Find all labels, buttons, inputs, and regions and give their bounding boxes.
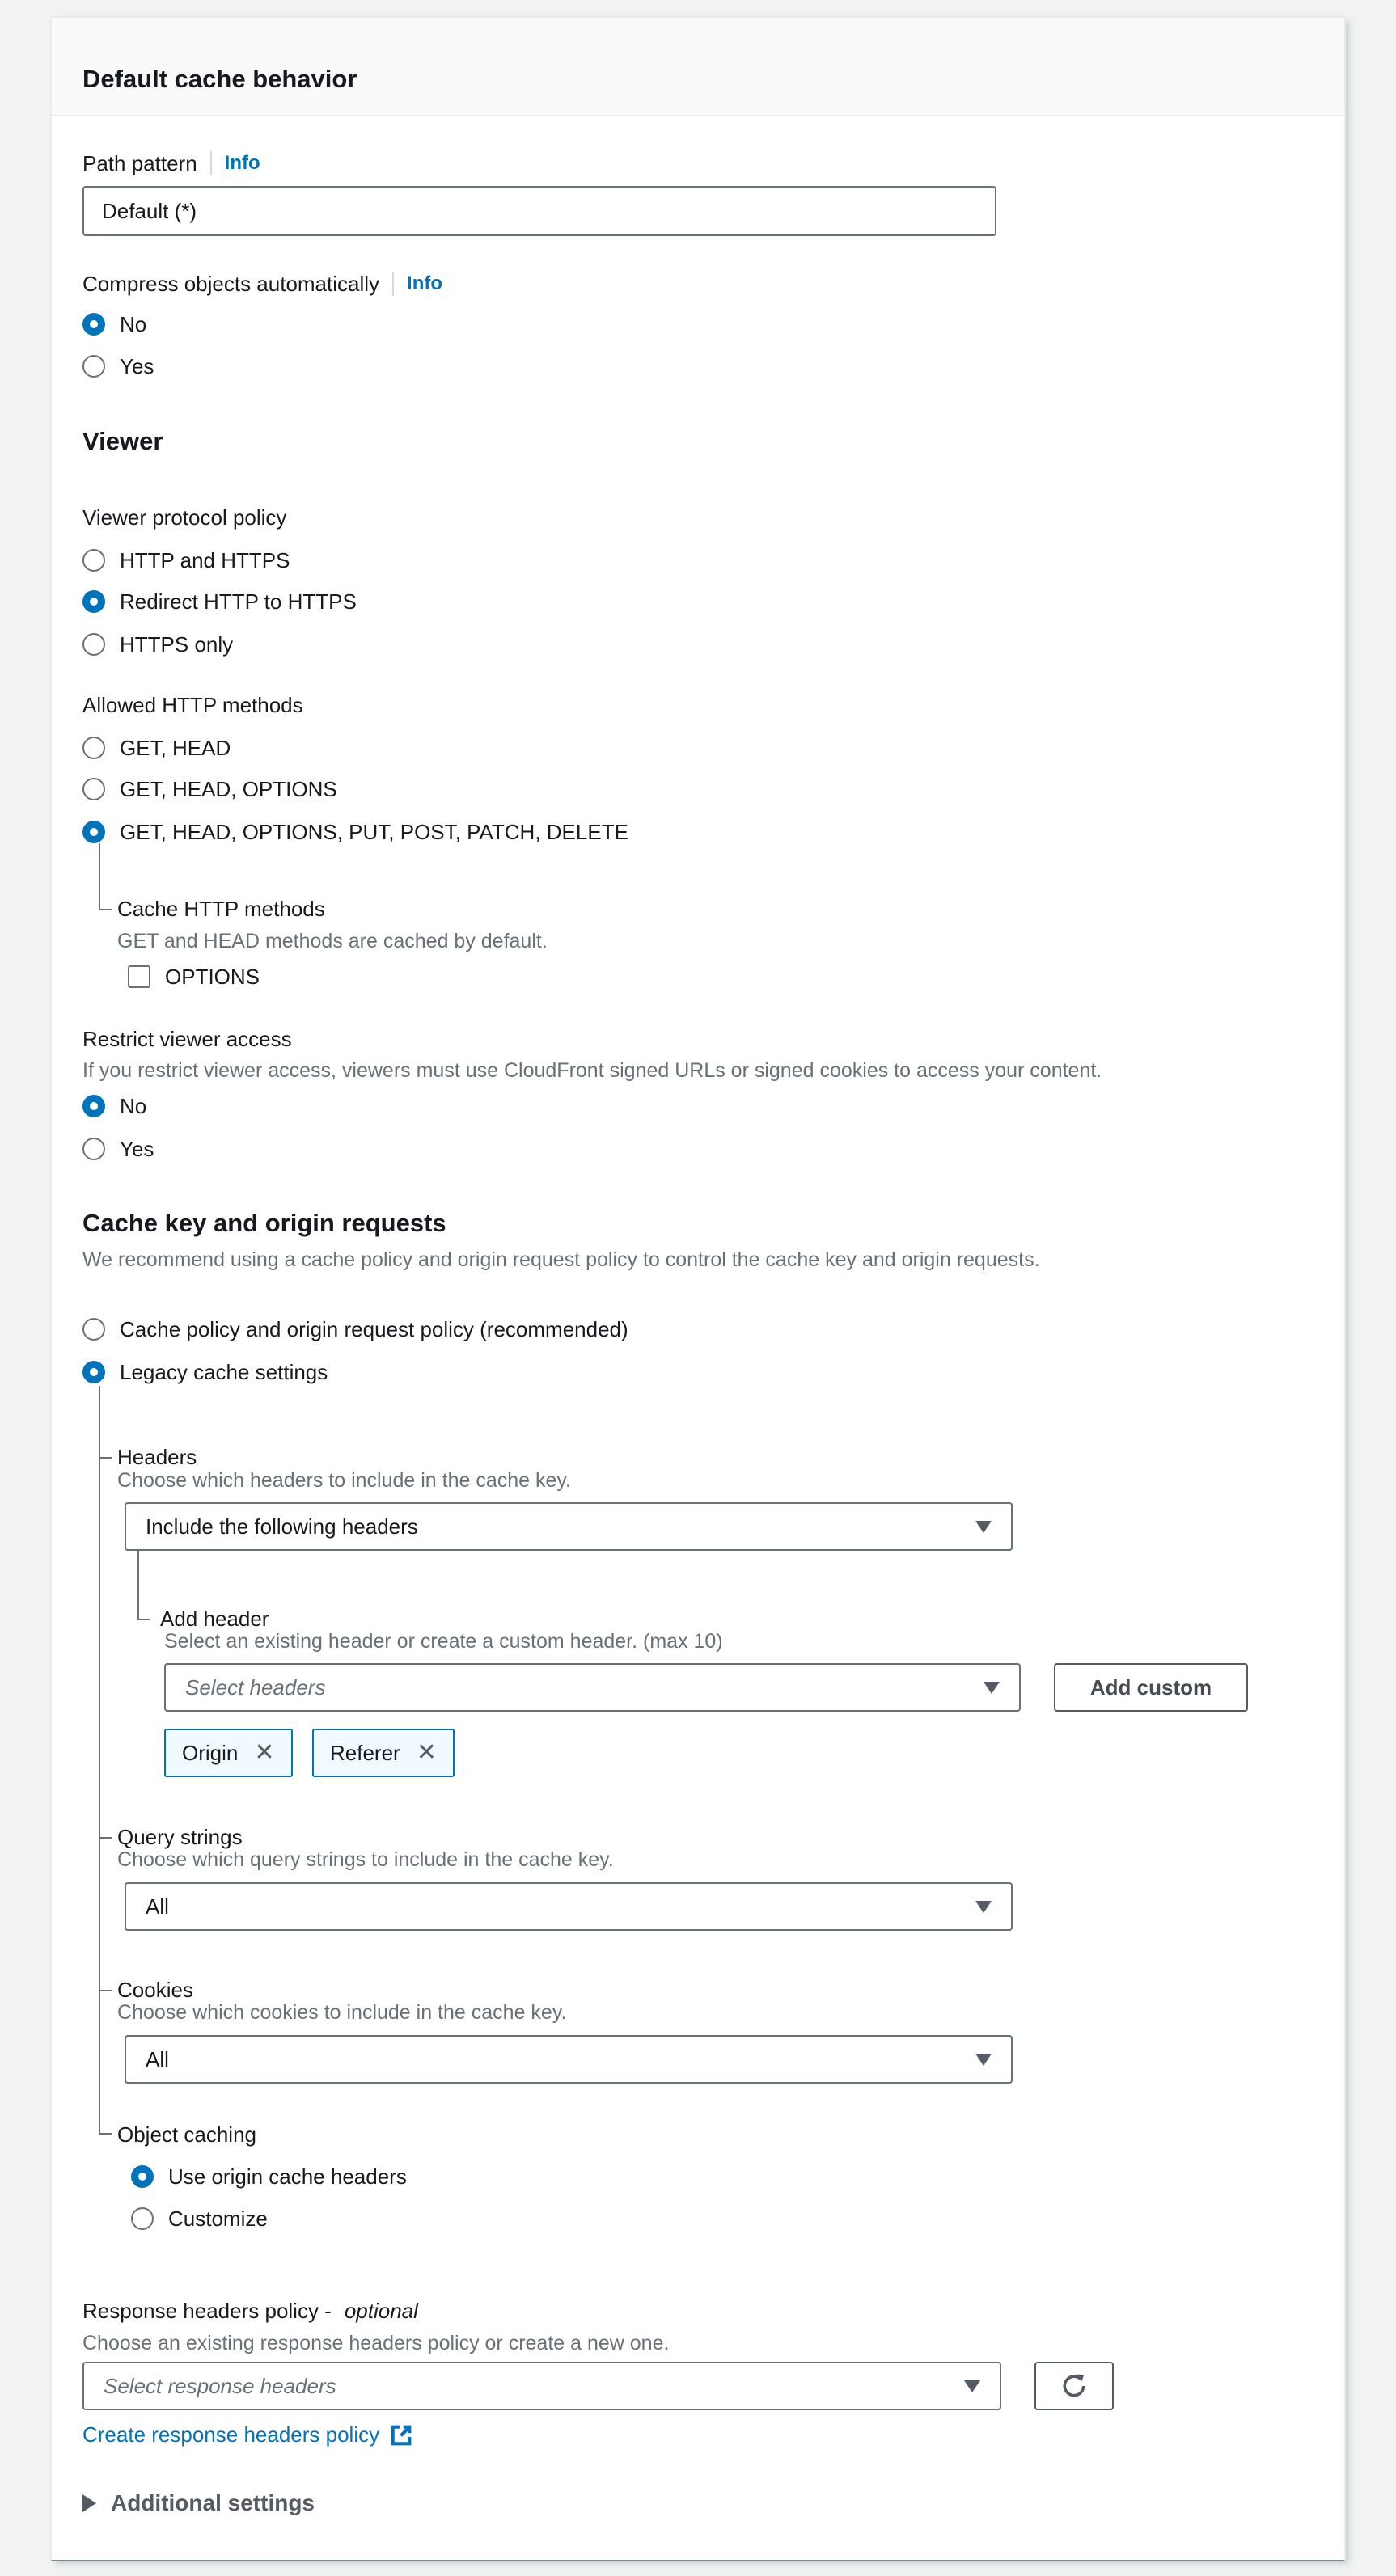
radio-label: Cache policy and origin request policy (recommended)	[120, 1317, 628, 1341]
chevron-down-icon	[975, 2054, 992, 2066]
radio-icon[interactable]	[82, 1138, 105, 1160]
radio-icon[interactable]	[82, 1318, 105, 1341]
refresh-icon	[1060, 2371, 1089, 2401]
add-header-label: Add header	[160, 1607, 269, 1631]
radio-icon[interactable]	[82, 821, 105, 843]
radio-label: Redirect HTTP to HTTPS	[120, 589, 357, 614]
headers-select[interactable]	[125, 1502, 1013, 1551]
radio-option-restrict-no[interactable]	[82, 1092, 146, 1120]
radio-label: No	[120, 312, 147, 336]
query-strings-description: Choose which query strings to include in the cache key.	[117, 1848, 614, 1871]
response-headers-select[interactable]	[82, 2362, 1001, 2410]
label-divider	[392, 272, 394, 296]
radio-option-https-only[interactable]	[82, 631, 233, 658]
radio-option-cache-policy-recommended[interactable]	[82, 1315, 628, 1343]
radio-label: HTTP and HTTPS	[120, 548, 290, 572]
additional-settings-label: Additional settings	[111, 2490, 315, 2515]
radio-option-redirect-http-to-https[interactable]	[82, 588, 357, 615]
add-header-description: Select an existing header or create a custom header. (max 10)	[164, 1630, 723, 1653]
header-token-origin	[164, 1729, 293, 1777]
radio-option-use-origin-cache-headers[interactable]	[131, 2163, 407, 2190]
chevron-down-icon	[984, 1682, 1000, 1694]
external-link-icon	[389, 2423, 413, 2447]
caret-right-icon	[82, 2494, 96, 2512]
headers-label-row	[117, 1443, 197, 1471]
tree-connector	[99, 1386, 112, 2135]
radio-icon[interactable]	[131, 2207, 154, 2230]
radio-label: Use origin cache headers	[168, 2164, 407, 2189]
tree-tick	[99, 1837, 112, 1839]
path-pattern-info-link[interactable]: Info	[224, 152, 260, 174]
dismiss-icon[interactable]: ✕	[416, 1739, 437, 1766]
label-divider	[210, 151, 212, 175]
refresh-button[interactable]	[1034, 2362, 1114, 2410]
radio-icon[interactable]	[82, 1095, 105, 1117]
card-header	[52, 18, 1344, 116]
compress-label-row	[82, 270, 442, 298]
select-headers-dropdown[interactable]	[164, 1663, 1021, 1712]
radio-icon[interactable]	[82, 778, 105, 800]
radio-label: GET, HEAD, OPTIONS, PUT, POST, PATCH, DELETE	[120, 820, 628, 844]
restrict-viewer-access-label: Restrict viewer access	[82, 1027, 292, 1051]
viewer-heading: Viewer	[82, 427, 163, 455]
card-title: Default cache behavior	[82, 65, 357, 93]
query-strings-select-value: All	[146, 1894, 169, 1919]
cache-http-methods-label: Cache HTTP methods	[117, 897, 325, 921]
checkbox-label: OPTIONS	[165, 965, 260, 989]
radio-label: Customize	[168, 2206, 268, 2231]
compress-label: Compress objects automatically	[82, 272, 380, 296]
chevron-down-icon	[964, 2380, 980, 2392]
radio-label: HTTPS only	[120, 632, 234, 657]
radio-icon[interactable]	[131, 2165, 154, 2188]
radio-option-all-methods[interactable]	[82, 818, 628, 846]
response-headers-label-row	[82, 2297, 418, 2325]
radio-icon[interactable]	[82, 590, 105, 613]
header-token-referer	[312, 1729, 455, 1777]
link-label: Create response headers policy	[82, 2422, 380, 2447]
select-headers-placeholder: Select headers	[185, 1674, 326, 1700]
checkbox-option-options-method[interactable]	[128, 963, 260, 990]
create-response-headers-policy-link[interactable]	[82, 2422, 413, 2447]
cache-http-methods-description: GET and HEAD methods are cached by default.	[117, 930, 548, 952]
tree-tick	[99, 1457, 112, 1459]
query-strings-select[interactable]	[125, 1882, 1013, 1931]
cookies-select[interactable]	[125, 2035, 1013, 2084]
checkbox-icon[interactable]	[128, 965, 150, 988]
radio-option-compress-no[interactable]	[82, 310, 146, 338]
radio-option-get-head[interactable]	[82, 734, 231, 762]
radio-option-http-and-https[interactable]	[82, 547, 290, 574]
query-strings-label: Query strings	[117, 1825, 243, 1849]
response-headers-optional: optional	[344, 2299, 418, 2323]
object-caching-label: Object caching	[117, 2122, 256, 2147]
tree-connector	[137, 1549, 150, 1620]
radio-option-legacy-cache-settings[interactable]	[82, 1358, 328, 1386]
radio-icon[interactable]	[82, 633, 105, 656]
restrict-viewer-access-label-row	[82, 1025, 292, 1053]
tree-connector	[99, 843, 112, 910]
radio-option-compress-yes[interactable]	[82, 353, 154, 380]
viewer-protocol-policy-label: Viewer protocol policy	[82, 505, 287, 530]
chevron-down-icon	[975, 1521, 992, 1533]
chevron-down-icon	[975, 1901, 992, 1913]
headers-select-value: Include the following headers	[146, 1514, 418, 1539]
headers-label: Headers	[117, 1445, 197, 1469]
radio-option-restrict-yes[interactable]	[82, 1135, 154, 1163]
radio-icon[interactable]	[82, 549, 105, 572]
token-label: Origin	[182, 1740, 239, 1765]
path-pattern-input[interactable]	[82, 186, 996, 236]
radio-option-customize[interactable]	[131, 2205, 268, 2232]
compress-info-link[interactable]: Info	[407, 272, 443, 294]
cookies-label: Cookies	[117, 1978, 193, 2002]
additional-settings-expander[interactable]	[82, 2490, 315, 2516]
radio-icon[interactable]	[82, 313, 105, 336]
cache-key-heading: Cache key and origin requests	[82, 1209, 446, 1237]
allowed-http-methods-label-row	[82, 691, 303, 719]
radio-icon[interactable]	[82, 355, 105, 378]
viewer-protocol-policy-label-row	[82, 504, 286, 531]
headers-description: Choose which headers to include in the cache key.	[117, 1469, 571, 1492]
response-headers-description: Choose an existing response headers policy or create a new one.	[82, 2332, 670, 2354]
response-headers-label: Response headers policy -	[82, 2299, 332, 2323]
tree-tick	[99, 1990, 112, 1991]
allowed-http-methods-label: Allowed HTTP methods	[82, 693, 303, 717]
radio-label: Yes	[120, 1137, 154, 1161]
radio-label: No	[120, 1094, 147, 1118]
radio-option-get-head-options[interactable]	[82, 775, 337, 803]
object-caching-label-row	[117, 2121, 256, 2148]
radio-label: Yes	[120, 354, 154, 378]
add-custom-button[interactable]: Add custom	[1054, 1663, 1248, 1712]
path-pattern-label-row	[82, 150, 260, 177]
cookies-select-value: All	[146, 2046, 169, 2071]
radio-icon[interactable]	[82, 737, 105, 759]
token-label: Referer	[330, 1740, 400, 1765]
restrict-viewer-access-description: If you restrict viewer access, viewers must use CloudFront signed URLs or signed cookies to access your content.	[82, 1059, 1102, 1082]
radio-icon[interactable]	[82, 1361, 105, 1383]
response-headers-placeholder: Select response headers	[104, 2373, 336, 2398]
radio-label: Legacy cache settings	[120, 1360, 328, 1384]
radio-label: GET, HEAD	[120, 736, 231, 760]
cache-http-methods-label-row	[117, 895, 325, 923]
radio-label: GET, HEAD, OPTIONS	[120, 777, 337, 801]
dismiss-icon[interactable]: ✕	[254, 1739, 275, 1766]
default-cache-behavior-card	[50, 16, 1346, 2561]
cookies-description: Choose which cookies to include in the cache key.	[117, 2001, 567, 2024]
cache-key-description: We recommend using a cache policy and origin request policy to control the cache key and origin requests.	[82, 1248, 1040, 1271]
path-pattern-label: Path pattern	[82, 151, 197, 175]
